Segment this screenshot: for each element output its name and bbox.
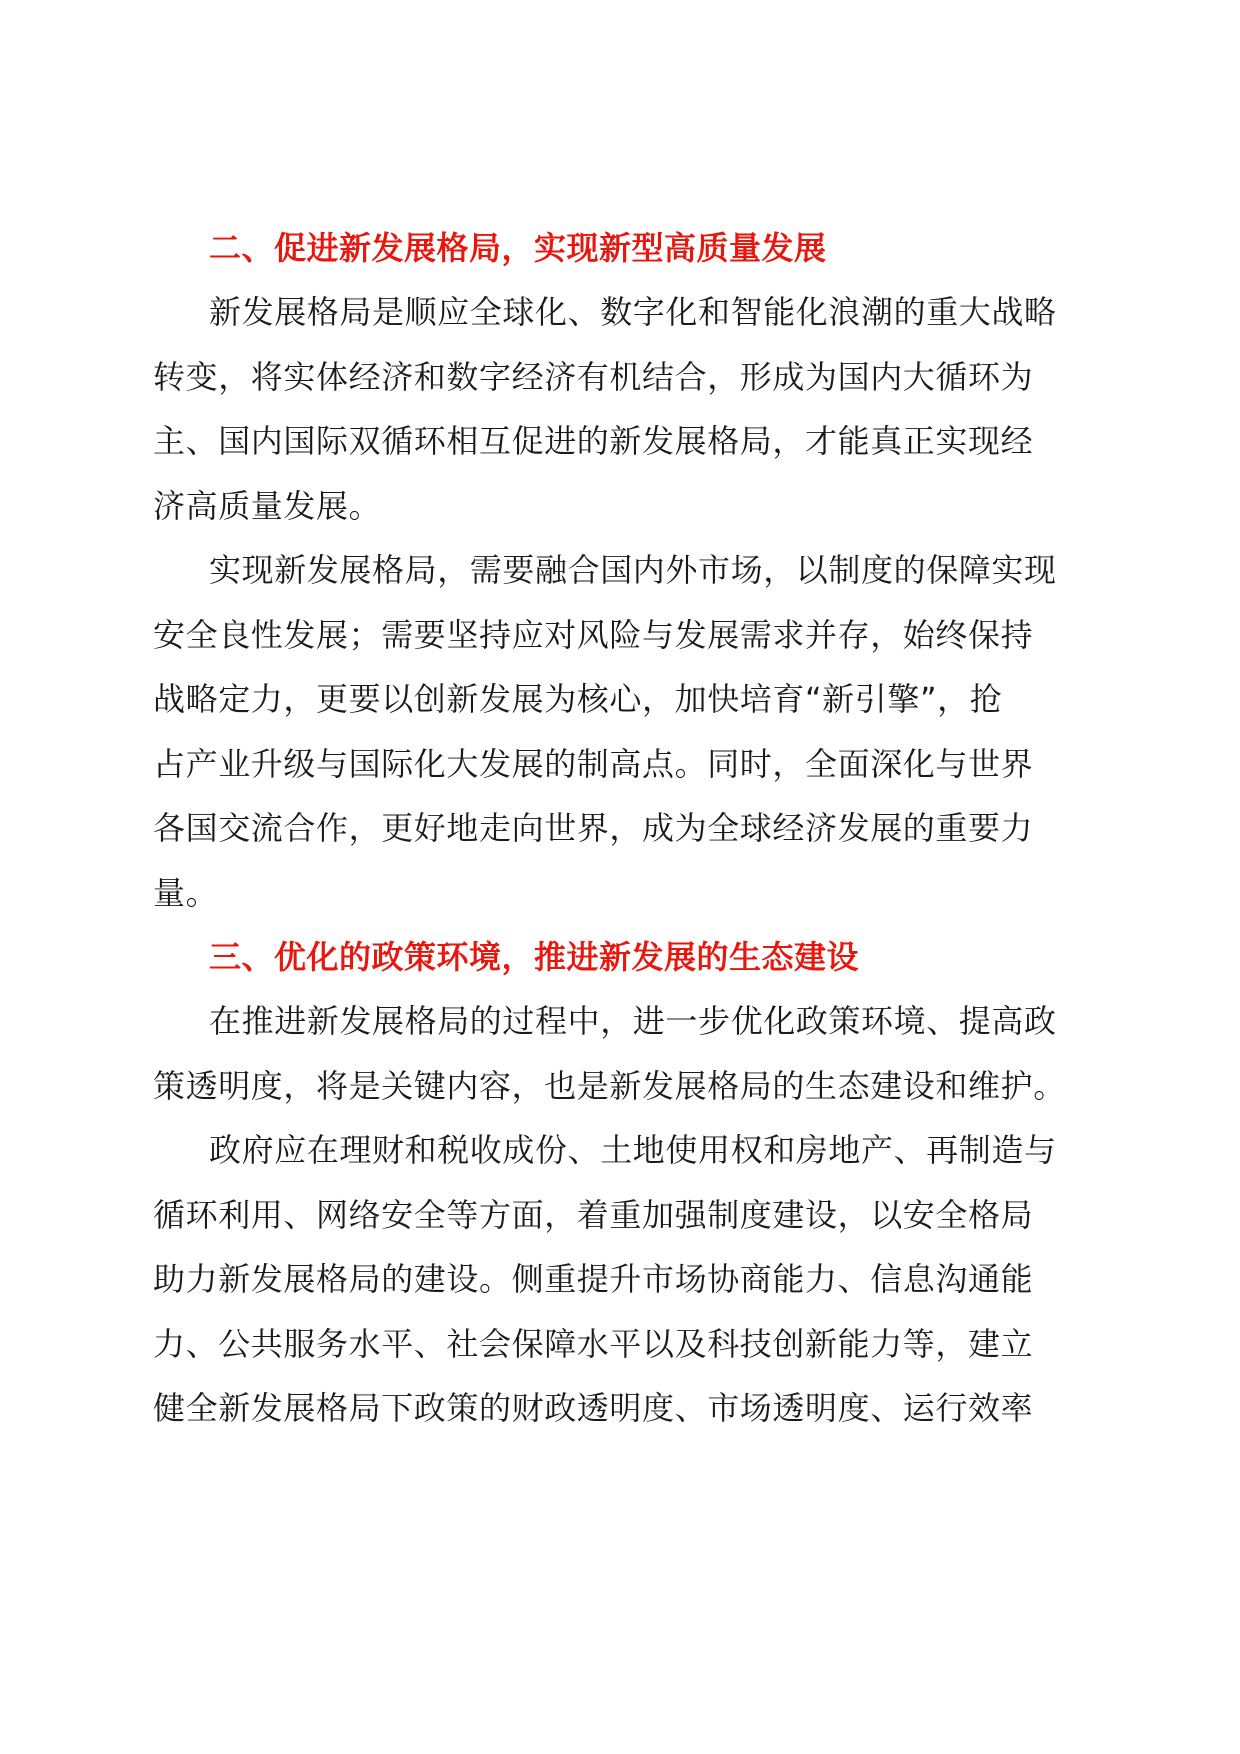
paragraph-line: 在推进新发展格局的过程中，进一步优化政策环境、提高政: [209, 1002, 1057, 1040]
paragraph-line: 战略定力，更要以创新发展为核心，加快培育“新引擎”，抢: [153, 680, 1003, 718]
paragraph-line: 助力新发展格局的建设。侧重提升市场协商能力、信息沟通能: [153, 1260, 1034, 1298]
paragraph-line: 安全良性发展；需要坚持应对风险与发展需求并存，始终保持: [153, 615, 1034, 654]
paragraph-line: 新发展格局是顺应全球化、数字化和智能化浪潮的重大战略: [209, 293, 1057, 331]
paragraph-line: 循环利用、网络安全等方面，着重加强制度建设，以安全格局: [153, 1195, 1034, 1234]
section-heading-3: 三、优化的政策环境，推进新发展的生态建设: [209, 938, 860, 976]
paragraph-line: 政府应在理财和税收成份、土地使用权和房地产、再制造与: [209, 1131, 1057, 1169]
document-page: [153, 216, 1087, 1441]
paragraph-line: 主、国内国际双循环相互促进的新发展格局，才能真正实现经: [153, 422, 1034, 460]
paragraph-line: 转变，将实体经济和数字经济有机结合，形成为国内大循环为: [153, 357, 1034, 396]
paragraph-line: 占产业升级与国际化大发展的制高点。同时，全面深化与世界: [153, 744, 1034, 783]
paragraph-line: 力、公共服务水平、社会保障水平以及科技创新能力等，建立: [153, 1324, 1034, 1363]
paragraph: [153, 989, 1087, 1118]
paragraph: [153, 1118, 1087, 1441]
paragraph-line: 济高质量发展。: [153, 486, 382, 525]
section-heading-2: 二、促进新发展格局，实现新型高质量发展: [209, 229, 827, 267]
paragraph: [153, 280, 1087, 538]
paragraph-line: 量。: [153, 873, 219, 912]
paragraph-line: 各国交流合作，更好地走向世界，成为全球经济发展的重要力: [153, 809, 1034, 847]
paragraph-line: 实现新发展格局，需要融合国内外市场，以制度的保障实现: [209, 551, 1057, 589]
paragraph-line: 健全新发展格局下政策的财政透明度、市场透明度、运行效率: [153, 1389, 1034, 1427]
paragraph-line: 策透明度，将是关键内容，也是新发展格局的生态建设和维护。: [153, 1066, 1066, 1105]
paragraph: [153, 538, 1087, 925]
